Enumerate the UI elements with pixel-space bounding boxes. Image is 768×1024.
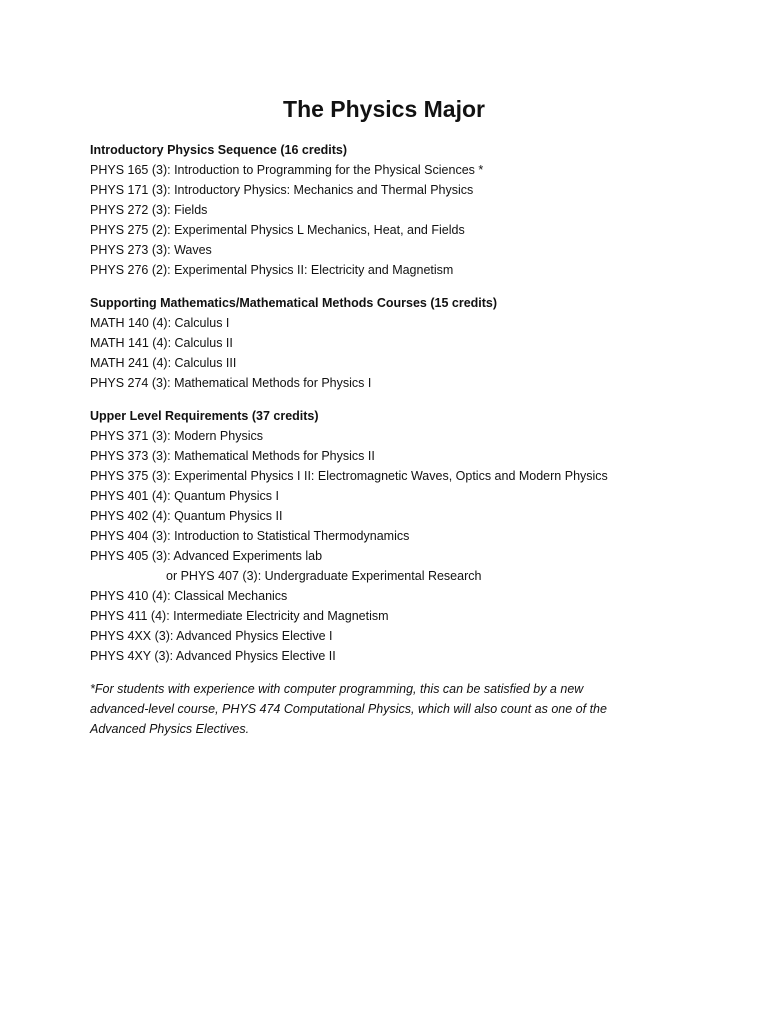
course-line: PHYS 165 (3): Introduction to Programming for the Physical Sciences * [90,163,484,177]
course-line: MATH 241 (4): Calculus III [90,356,237,370]
document-body [90,140,730,739]
section-supporting-mathematics [90,293,730,393]
course-line: MATH 140 (4): Calculus I [90,316,230,330]
page-title: The Physics Major [283,96,485,122]
section-heading: Upper Level Requirements (37 credits) [90,409,319,423]
course-line: PHYS 401 (4): Quantum Physics I [90,489,279,503]
course-line: PHYS 275 (2): Experimental Physics L Mechanics, Heat, and Fields [90,223,465,237]
course-line: PHYS 4XY (3): Advanced Physics Elective II [90,649,336,663]
course-line: PHYS 402 (4): Quantum Physics II [90,509,283,523]
course-line: PHYS 276 (2): Experimental Physics II: Electricity and Magnetism [90,263,454,277]
course-line: PHYS 410 (4): Classical Mechanics [90,589,288,603]
course-line: PHYS 375 (3): Experimental Physics I II: Electromagnetic Waves, Optics and Modern Physics [90,469,608,483]
section-heading: Supporting Mathematics/Mathematical Methods Courses (15 credits) [90,296,498,310]
section-upper-level-requirements [90,406,730,666]
section-heading: Introductory Physics Sequence (16 credits) [90,143,348,157]
course-line: PHYS 411 (4): Intermediate Electricity and Magnetism [90,609,389,623]
footnote-line: advanced-level course, PHYS 474 Computational Physics, which will also count as one of the [90,702,607,716]
course-line: PHYS 371 (3): Modern Physics [90,429,263,443]
course-line: PHYS 404 (3): Introduction to Statistical Thermodynamics [90,529,410,543]
section-introductory-physics [90,140,730,280]
course-line: PHYS 171 (3): Introductory Physics: Mechanics and Thermal Physics [90,183,474,197]
course-alternative-line: or PHYS 407 (3): Undergraduate Experimental Research [166,569,482,583]
course-line: PHYS 274 (3): Mathematical Methods for Physics I [90,376,372,390]
course-line: PHYS 272 (3): Fields [90,203,208,217]
footnote-line: Advanced Physics Electives. [90,722,250,736]
course-line: PHYS 4XX (3): Advanced Physics Elective I [90,629,333,643]
course-line: PHYS 373 (3): Mathematical Methods for Physics II [90,449,375,463]
footnote-line: *For students with experience with computer programming, this can be satisfied by a new [90,682,584,696]
course-line: PHYS 273 (3): Waves [90,243,212,257]
footnote [90,679,620,739]
course-line: MATH 141 (4): Calculus II [90,336,233,350]
course-line: PHYS 405 (3): Advanced Experiments lab [90,549,323,563]
